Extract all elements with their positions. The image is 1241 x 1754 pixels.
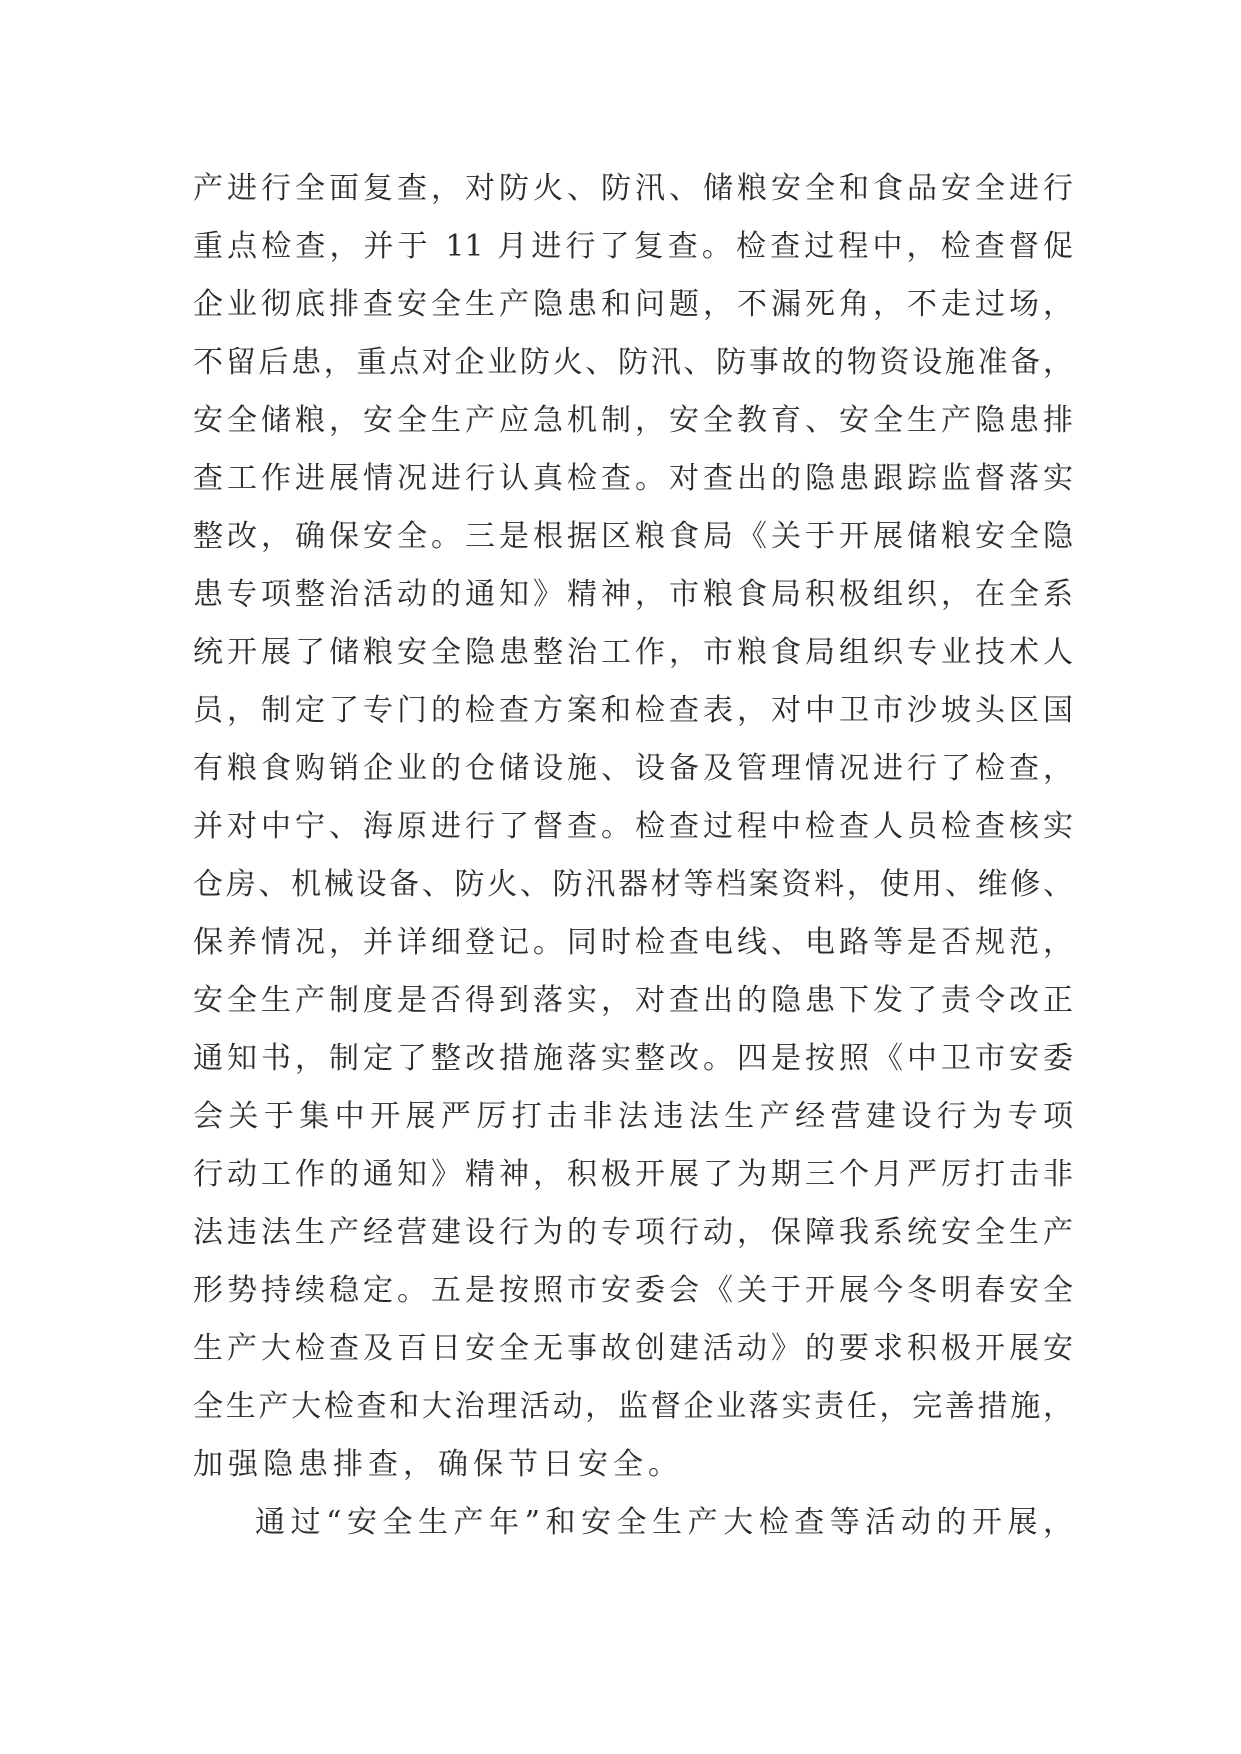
text-line: 行动工作的通知》精神，积极开展了为期三个月严厉打击非 — [193, 1157, 1073, 1192]
text-line: 全生产大检查和大治理活动，监督企业落实责任，完善措施， — [193, 1389, 1073, 1424]
text-line: 安全储粮，安全生产应急机制，安全教育、安全生产隐患排 — [193, 403, 1073, 438]
paragraph-start-line: 通过“安全生产年”和安全生产大检查等活动的开展， — [255, 1505, 1073, 1540]
text-line: 并对中宁、海原进行了督查。检查过程中检查人员检查核实 — [193, 809, 1073, 844]
body-text — [193, 160, 1073, 1552]
text-line: 仓房、机械设备、防火、防汛器材等档案资料，使用、维修、 — [193, 867, 1073, 902]
paragraph-end-line: 加强隐患排查，确保节日安全。 — [193, 1447, 683, 1482]
text-line: 法违法生产经营建设行为的专项行动，保障我系统安全生产 — [193, 1215, 1073, 1250]
text-line: 产进行全面复查，对防火、防汛、储粮安全和食品安全进行 — [193, 171, 1073, 206]
text-line: 形势持续稳定。五是按照市安委会《关于开展今冬明春安全 — [193, 1273, 1073, 1308]
text-line: 通知书，制定了整改措施落实整改。四是按照《中卫市安委 — [193, 1041, 1073, 1076]
text-line: 整改，确保安全。三是根据区粮食局《关于开展储粮安全隐 — [193, 519, 1073, 554]
text-line: 会关于集中开展严厉打击非法违法生产经营建设行为专项 — [193, 1099, 1073, 1134]
text-line: 生产大检查及百日安全无事故创建活动》的要求积极开展安 — [193, 1331, 1073, 1366]
text-line: 查工作进展情况进行认真检查。对查出的隐患跟踪监督落实 — [193, 461, 1073, 496]
text-line: 统开展了储粮安全隐患整治工作，市粮食局组织专业技术人 — [193, 635, 1073, 670]
text-line: 患专项整治活动的通知》精神，市粮食局积极组织，在全系 — [193, 577, 1073, 612]
text-line: 企业彻底排查安全生产隐患和问题，不漏死角，不走过场， — [193, 287, 1073, 322]
text-line: 有粮食购销企业的仓储设施、设备及管理情况进行了检查， — [193, 751, 1073, 786]
text-line: 保养情况，并详细登记。同时检查电线、电路等是否规范， — [193, 925, 1073, 960]
text-line: 安全生产制度是否得到落实，对查出的隐患下发了责令改正 — [193, 983, 1073, 1018]
text-line: 不留后患，重点对企业防火、防汛、防事故的物资设施准备， — [193, 345, 1073, 380]
text-line: 员，制定了专门的检查方案和检查表，对中卫市沙坡头区国 — [193, 693, 1073, 728]
text-line: 重点检查，并于 11 月进行了复查。检查过程中，检查督促 — [193, 229, 1073, 264]
